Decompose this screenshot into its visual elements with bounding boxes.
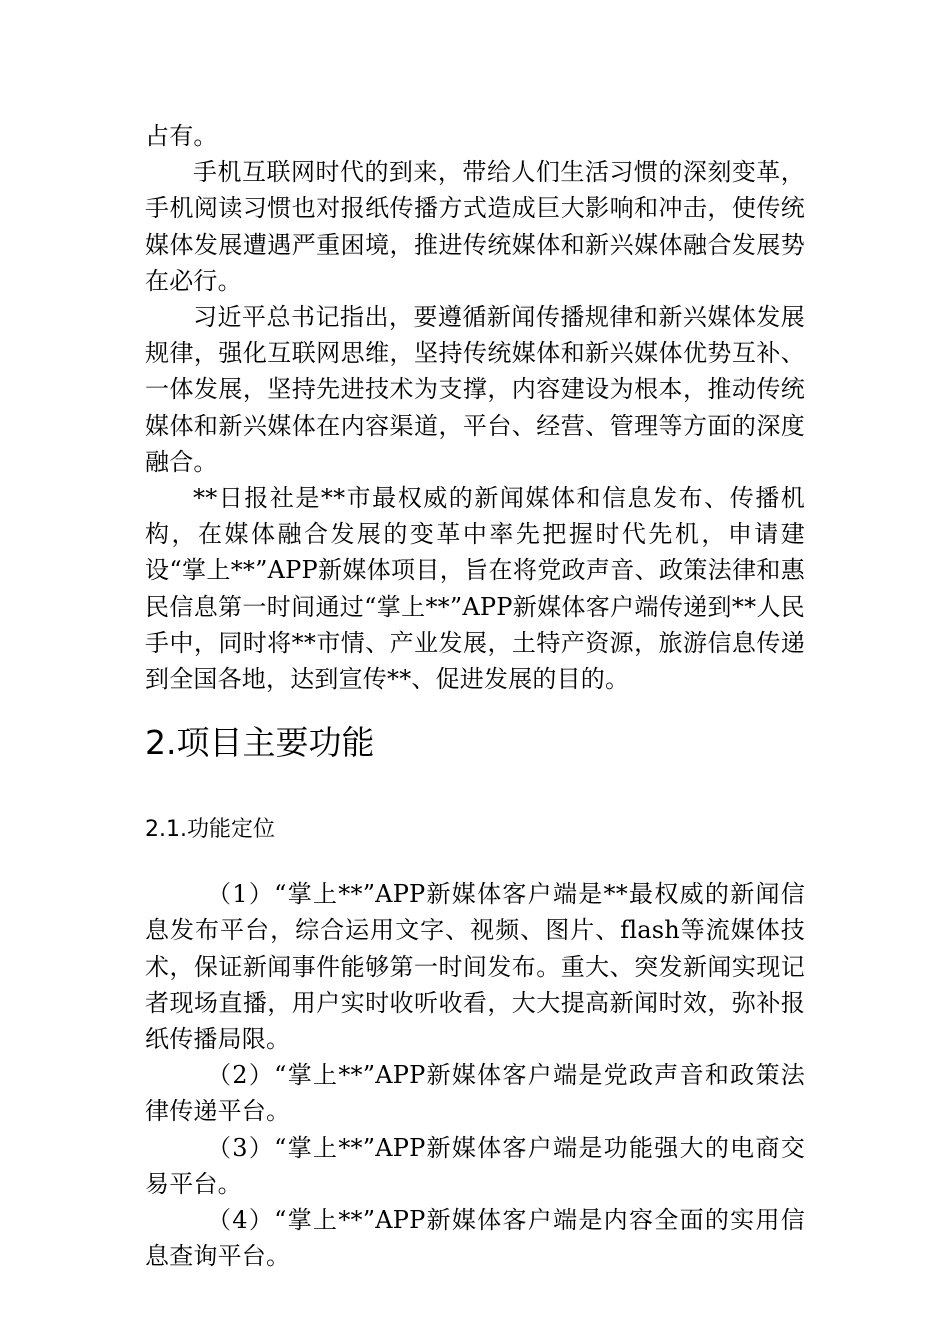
section-heading: 2.项目主要功能: [145, 723, 375, 763]
paragraph-continuation: 占有。: [145, 122, 218, 150]
paragraph-xi-speech: 习近平总书记指出，要遵循新闻传播规律和新兴媒体发展规律，强化互联网思维，坚持传统媒体和新兴媒体优势互补、一体发展，坚持先进技术为支撑，内容建设为根本，推动传统媒体和新兴媒体在内容渠道，平台、经营、管理等方面的深度融合。: [145, 303, 805, 476]
paragraph-daily-newspaper: **日报社是**市最权威的新闻媒体和信息发布、传播机构，在媒体融合发展的变革中率先把握时代先机，申请建设“掌上**”APP新媒体项目，旨在将党政声音、政策法律和惠民信息第一时间通过“掌上**”APP新媒体客户端传递到**人民手中，同时将**市情、产业发展，土特产资源，旅游信息传递到全国各地，达到宣传**、促进发展的目的。: [145, 484, 805, 694]
list-item: （3）“掌上**”APP新媒体客户端是功能强大的电商交易平台。: [145, 1133, 805, 1198]
paragraph-mobile-internet: 手机互联网时代的到来，带给人们生活习惯的深刻变革，手机阅读习惯也对报纸传播方式造成巨大影响和冲击，使传统媒体发展遭遇严重困境，推进传统媒体和新兴媒体融合发展势在必行。: [145, 158, 805, 295]
subsection-heading: 2.1.功能定位: [145, 817, 275, 843]
list-item: （1）“掌上**”APP新媒体客户端是**最权威的新闻信息发布平台，综合运用文字、视频、图片、flash等流媒体技术，保证新闻事件能够第一时间发布。重大、突发新闻实现记者现场直播，用户实时收听收看，大大提高新闻时效，弥补报纸传播局限。: [145, 880, 805, 1054]
function-list: [145, 876, 805, 1274]
list-item: （2）“掌上**”APP新媒体客户端是党政声音和政策法律传递平台。: [145, 1061, 805, 1126]
document-page: [145, 118, 805, 1274]
list-item: （4）“掌上**”APP新媒体客户端是内容全面的实用信息查询平台。: [145, 1206, 805, 1271]
